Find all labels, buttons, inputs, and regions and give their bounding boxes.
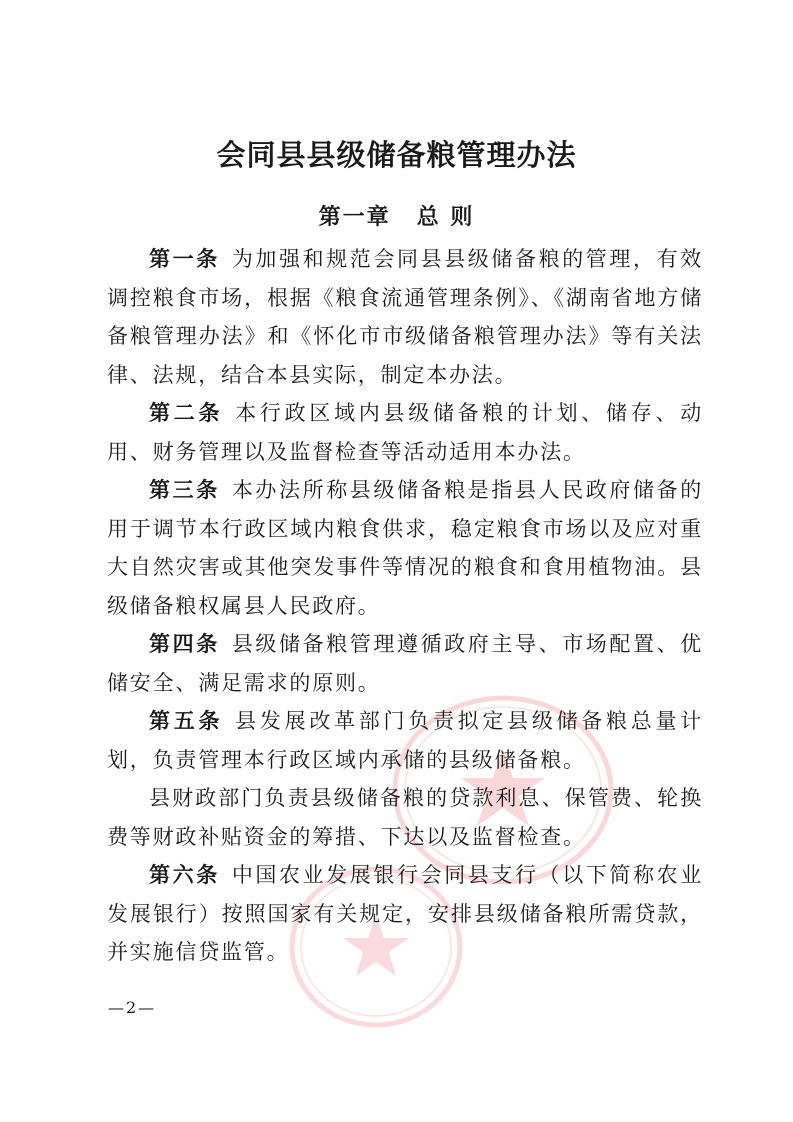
article-text: 本行政区域内县级储备粮的计划、储存、动用、财务管理以及监督检查等活动适用本办法。: [107, 401, 703, 464]
article-text: 中国农业发展银行会同县支行（以下简称农业发展银行）按照国家有关规定，安排县级储备粮所需贷款，并实施信贷监管。: [107, 863, 704, 964]
chapter-heading: [0, 200, 793, 231]
article-number: 第五条: [149, 709, 224, 733]
article-number: 第三条: [149, 478, 220, 502]
document-title: 会同县县级储备粮管理办法: [216, 138, 577, 172]
article-paragraph: [107, 240, 703, 394]
article-number: 第六条: [149, 863, 220, 887]
article-paragraph: [107, 471, 703, 625]
article-text: 县财政部门负责县级储备粮的贷款利息、保管费、轮换费等财政补贴资金的筹措、下达以及监督检查。: [107, 786, 703, 849]
chapter-number: 第一章: [318, 204, 391, 230]
article-number: 第四条: [149, 632, 220, 656]
article-text: 为加强和规范会同县县级储备粮的管理，有效调控粮食市场，根据《粮食流通管理条例》、《湖南省地方储备粮管理办法》和《怀化市市级储备粮管理办法》等有关法律、法规，结合本县实际，制定本办法。: [107, 247, 704, 387]
document-body: [107, 240, 703, 972]
page-number: —2—: [108, 998, 157, 1017]
article-paragraph: [107, 856, 703, 972]
article-number: 第一条: [149, 247, 220, 271]
article-text: 本办法所称县级储备粮是指县人民政府储备的用于调节本行政区域内粮食供求，稳定粮食市场以及应对重大自然灾害或其他突发事件等情况的粮食和食用植物油。县级储备粮权属县人民政府。: [107, 478, 704, 618]
article-paragraph: [107, 394, 703, 471]
article-paragraph: [107, 779, 703, 856]
chapter-name: 总 则: [416, 204, 475, 230]
article-number: 第二条: [149, 401, 224, 425]
article-paragraph: [107, 625, 703, 702]
article-text: 县级储备粮管理遵循政府主导、市场配置、优储安全、满足需求的原则。: [107, 632, 704, 695]
article-paragraph: [107, 702, 703, 779]
article-text: 县发展改革部门负责拟定县级储备粮总量计划，负责管理本行政区域内承储的县级储备粮。: [107, 709, 703, 772]
